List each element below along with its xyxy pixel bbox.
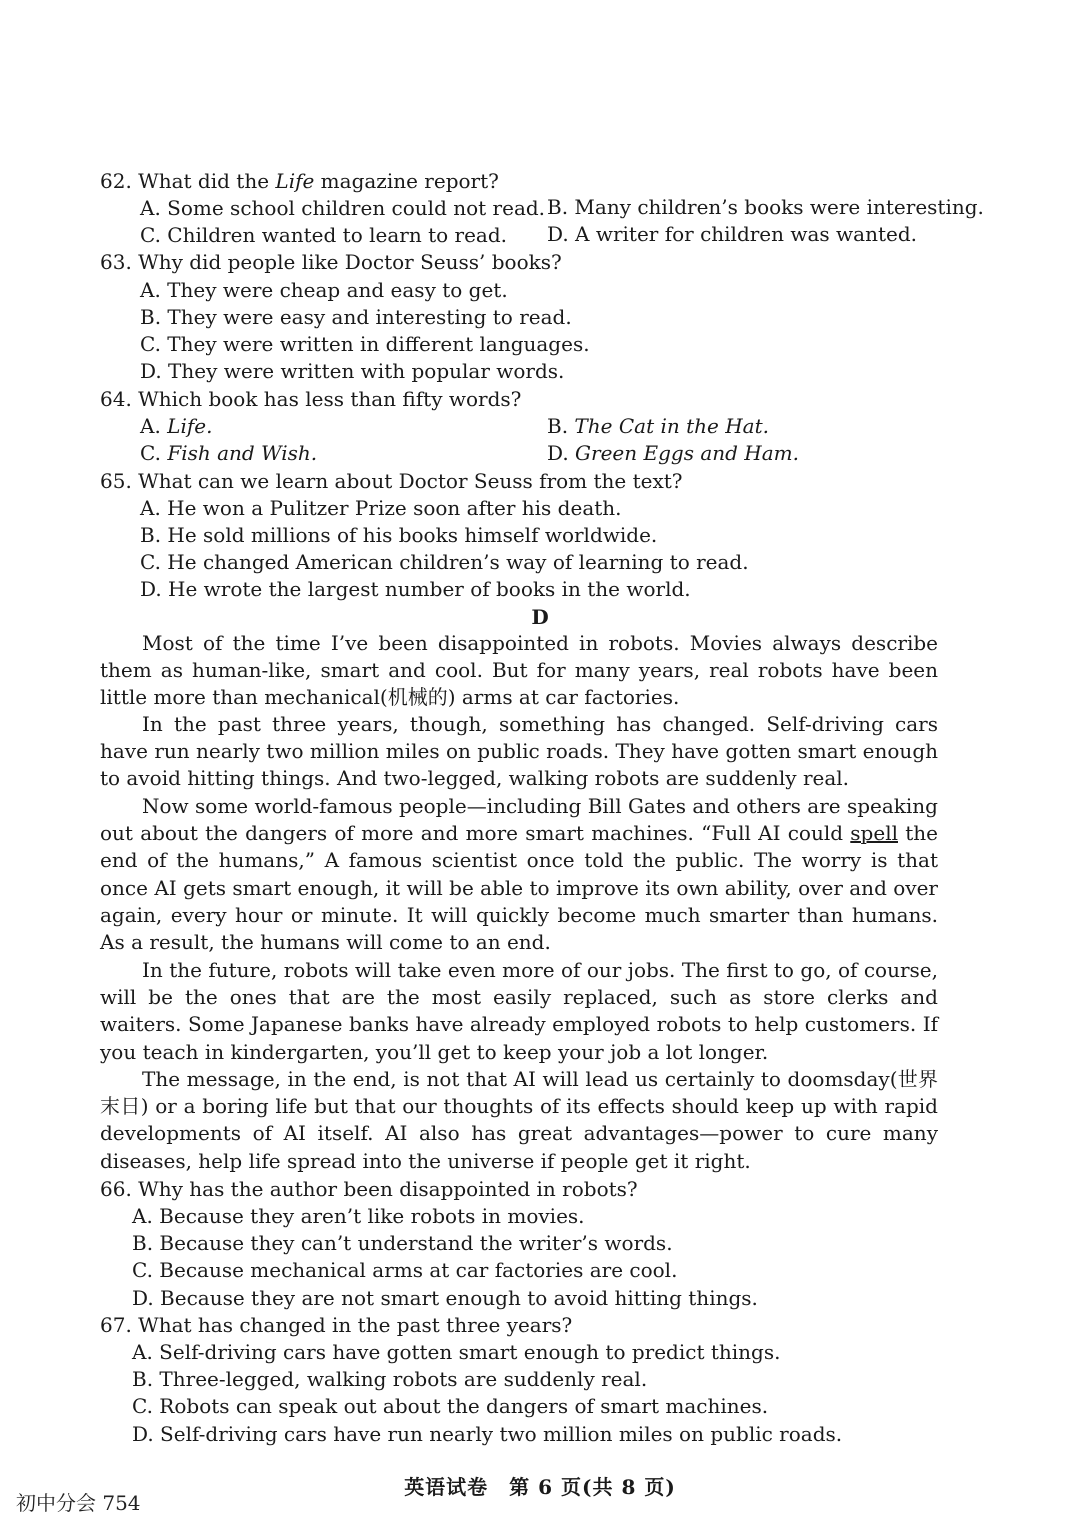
question-67-option-b: B. Three-legged, walking robots are suddenly real. [132,1367,648,1391]
paragraph-text-post: the end of the humans,” A famous scientist once told the public. The worry is that once AI gets smart enough, it will be able to improve its own ability, over and over again, every hour or minute. It will quickly become much smarter than humans. As a result, the humans will come to an end. [100,821,938,955]
watermark-text: 初中分会 754 [16,1491,141,1515]
question-62-stem-pre: What did the [138,169,276,193]
book-title: The Cat in the Hat. [574,414,769,438]
question-63: 63. Why did people like Doctor Seuss’ books? [100,250,562,274]
question-64: 64. Which book has less than fifty words? [100,387,522,411]
question-66-option-b: B. Because they can’t understand the writer’s words. [132,1231,673,1255]
question-64-option-a [140,413,212,440]
question-62 [100,168,980,195]
underlined-word: spell [850,821,898,846]
question-66: 66. Why has the author been disappointed in robots? [100,1177,638,1201]
question-62-stem-post: magazine report? [314,169,499,193]
passage-paragraph-3 [100,793,938,956]
question-63-option-c: C. They were written in different languages. [140,332,590,356]
option-letter: B. [547,414,575,438]
book-title: Life. [167,414,213,438]
question-66-option-c: C. Because mechanical arms at car factories are cool. [132,1258,678,1282]
option-letter: D. [547,441,576,465]
passage-paragraph-4 [100,957,938,1066]
question-66-option-d: D. Because they are not smart enough to avoid hitting things. [132,1286,758,1310]
paragraph-text-pre: Now some world-famous people—including Bill Gates and others are speaking out about the dangers of more and more smart machines. “Full AI could [100,794,938,846]
question-62-option-d: D. A writer for children was wanted. [547,222,917,246]
question-62-option-a: A. Some school children could not read. [140,196,546,220]
passage-paragraph-1 [100,630,938,712]
paragraph-text: In the past three years, though, something has changed. Self-driving cars have run nearly two million miles on public roads. They have gotten smart enough to avoid hitting things. And two-legged, walking robots are suddenly real. [100,712,938,791]
section-heading: D [531,605,549,629]
question-65: 65. What can we learn about Doctor Seuss from the text? [100,469,683,493]
question-67-option-c: C. Robots can speak out about the dangers of smart machines. [132,1394,769,1418]
question-65-option-c: C. He changed American children’s way of learning to read. [140,550,749,574]
option-letter: C. [140,441,168,465]
paragraph-text: In the future, robots will take even more of our jobs. The first to go, of course, will be the ones that are the most easily replaced, such as store clerks and waiters. Some Japanese banks have already employed robots to help customers. If you teach in kindergarten, you’ll get to keep your job a lot longer. [100,958,938,1064]
question-65-option-a: A. He won a Pulitzer Prize soon after his death. [140,496,622,520]
question-65-option-d: D. He wrote the largest number of books in the world. [140,577,691,601]
question-63-option-d: D. They were written with popular words. [140,359,565,383]
passage-paragraph-2 [100,711,938,793]
question-64-option-b [547,413,769,440]
question-67: 67. What has changed in the past three years? [100,1313,573,1337]
book-title: Green Eggs and Ham. [575,441,799,465]
question-64-option-c [140,440,317,467]
question-63-option-a: A. They were cheap and easy to get. [140,278,508,302]
paragraph-text: The message, in the end, is not that AI will lead us certainly to doomsday(世界末日) or a boring life but that our thoughts of its effects should keep up with rapid developments of AI itself. AI also has great advantages—power to cure many diseases, help life spread into the universe if people get it right. [100,1067,938,1173]
question-66-option-a: A. Because they aren’t like robots in movies. [132,1204,585,1228]
question-67-option-d: D. Self-driving cars have run nearly two million miles on public roads. [132,1422,843,1446]
paragraph-text: Most of the time I’ve been disappointed in robots. Movies always describe them as human-like, smart and cool. But for many years, real robots have been little more than mechanical(机械的) arms at car factories. [100,631,938,710]
question-62-option-b: B. Many children’s books were interesting. [547,195,984,219]
question-62-option-c: C. Children wanted to learn to read. [140,223,507,247]
passage-paragraph-5 [100,1066,938,1175]
question-67-option-a: A. Self-driving cars have gotten smart enough to predict things. [132,1340,781,1364]
option-letter: A. [140,414,168,438]
page-footer: 英语试卷 第 6 页(共 8 页) [404,1475,676,1499]
question-62-number: 62. [100,169,132,193]
question-65-option-b: B. He sold millions of his books himself worldwide. [140,523,658,547]
question-62-stem-italic: Life [275,169,315,193]
question-63-option-b: B. They were easy and interesting to read. [140,305,572,329]
question-64-option-d [547,440,799,467]
book-title: Fish and Wish. [167,441,318,465]
